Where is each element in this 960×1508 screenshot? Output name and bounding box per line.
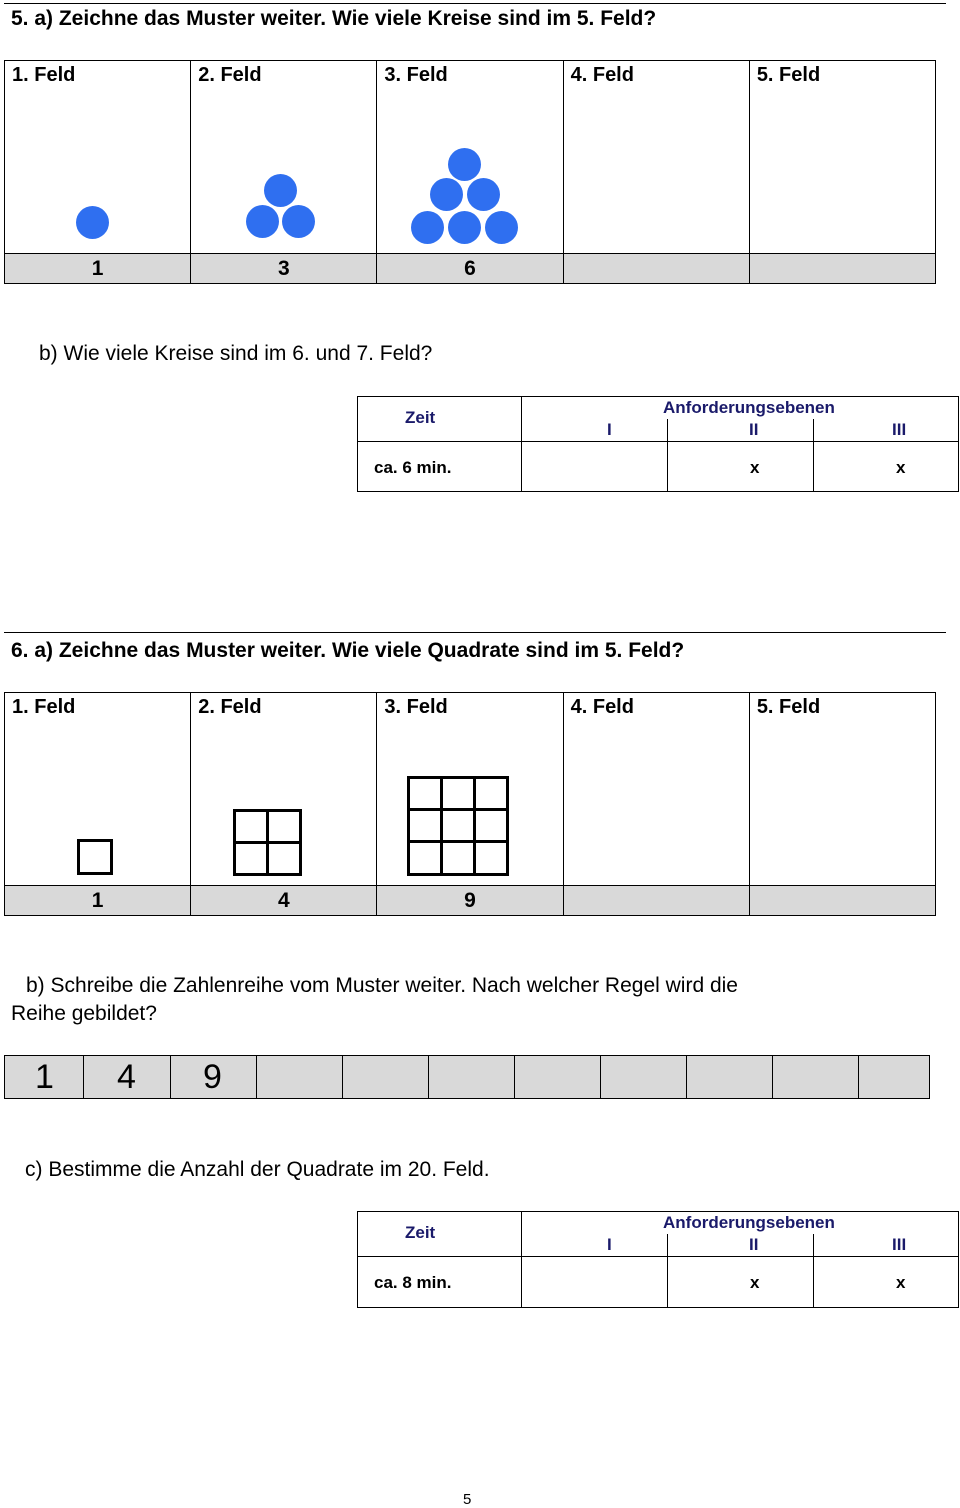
square-shape [442, 842, 475, 875]
field-label: 5. Feld [756, 696, 821, 718]
circle-shape [448, 211, 481, 244]
task6-question-b-line1: b) Schreibe die Zahlenreihe vom Muster weiter. Nach welcher Regel wird die [26, 974, 738, 997]
task5-field-2 [190, 61, 376, 254]
circle-shape [411, 211, 444, 244]
top-rule [4, 3, 946, 4]
circle-shape [246, 205, 279, 238]
count-cell: 1 [91, 257, 104, 280]
task6-count-row [5, 885, 935, 915]
task5-question-b: b) Wie viele Kreise sind im 6. und 7. Feld? [39, 342, 433, 365]
task6-field-5 [749, 693, 935, 886]
field-label: 1. Feld [12, 64, 76, 86]
field-label: 1. Feld [12, 696, 76, 718]
task6-field-2 [190, 693, 376, 886]
task5-field-1 [5, 61, 190, 254]
mark-ii: x [750, 458, 760, 477]
task5-heading: 5. a) Zeichne das Muster weiter. Wie viele Kreise sind im 5. Feld? [11, 7, 657, 30]
count-cell [563, 254, 749, 283]
circle-shape [467, 178, 500, 211]
task6-question-c: c) Bestimme die Anzahl der Quadrate im 20. Feld. [25, 1158, 490, 1181]
requirements-table-1 [357, 396, 959, 492]
task6-field-table [4, 692, 936, 916]
sequence-cell: 9 [170, 1056, 256, 1098]
sequence-cell: 1 [35, 1058, 54, 1096]
task6-field-3 [376, 693, 562, 886]
task6-field-1 [5, 693, 190, 886]
level-iii: III [892, 420, 907, 439]
level-ii: II [749, 420, 759, 439]
mark-iii: x [896, 458, 906, 477]
count-cell: 9 [376, 886, 562, 915]
zeit-label: Zeit [405, 408, 436, 427]
sequence-row [4, 1055, 930, 1099]
level-ii: II [749, 1235, 759, 1254]
task5-field-5 [749, 61, 935, 254]
page-number: 5 [463, 1491, 472, 1508]
square-shape [442, 810, 475, 842]
task6-field-4 [563, 693, 749, 886]
levels-label: Anforderungsebenen [663, 398, 835, 417]
square-shape [475, 778, 508, 810]
circle-shape [264, 174, 297, 207]
circle-shape [485, 211, 518, 244]
circle-shape [430, 178, 463, 211]
requirements-table-2 [357, 1211, 959, 1308]
square-shape [475, 842, 508, 875]
field-label: 5. Feld [756, 64, 821, 86]
field-label: 4. Feld [570, 64, 634, 86]
circle-shape [282, 205, 315, 238]
mark-iii: x [896, 1273, 906, 1292]
count-cell [749, 254, 935, 283]
zeit-label: Zeit [405, 1223, 436, 1242]
square-pattern-1 [77, 839, 113, 875]
field-label: 3. Feld [384, 64, 448, 86]
circle-shape [448, 148, 481, 181]
square-shape [235, 811, 268, 843]
count-cell: 3 [190, 254, 376, 283]
field-label: 2. Feld [198, 64, 262, 86]
task5-count-row [5, 253, 935, 283]
count-cell: 6 [376, 254, 562, 283]
square-shape [235, 843, 268, 875]
task5-field-3 [376, 61, 562, 254]
section-rule [4, 632, 946, 633]
square-shape [442, 778, 475, 810]
square-shape [409, 810, 442, 842]
sequence-cell [342, 1056, 428, 1098]
task5-field-4 [563, 61, 749, 254]
levels-label: Anforderungsebenen [663, 1213, 835, 1232]
square-pattern-4 [233, 809, 303, 877]
square-shape [268, 811, 301, 843]
sequence-cell [686, 1056, 772, 1098]
mark-ii: x [750, 1273, 760, 1292]
sequence-cell [600, 1056, 686, 1098]
task6-heading: 6. a) Zeichne das Muster weiter. Wie viele Quadrate sind im 5. Feld? [11, 639, 685, 662]
time-value: ca. 6 min. [374, 458, 452, 477]
circle-shape [76, 206, 109, 239]
square-shape [409, 842, 442, 875]
task6-question-b-line2: Reihe gebildet? [11, 1002, 157, 1025]
level-i: I [607, 1235, 612, 1254]
sequence-cell [428, 1056, 514, 1098]
square-shape [79, 841, 112, 874]
level-i: I [607, 420, 612, 439]
square-shape [409, 778, 442, 810]
count-cell: 4 [190, 886, 376, 915]
sequence-cell [858, 1056, 929, 1098]
sequence-cell: 4 [83, 1056, 170, 1098]
count-cell [563, 886, 749, 915]
sequence-cell [256, 1056, 342, 1098]
square-shape [475, 810, 508, 842]
count-cell [749, 886, 935, 915]
count-cell: 1 [91, 889, 104, 912]
field-label: 3. Feld [384, 696, 448, 718]
field-label: 4. Feld [570, 696, 634, 718]
sequence-cell [514, 1056, 600, 1098]
square-pattern-9 [407, 776, 511, 877]
task5-field-table [4, 60, 936, 284]
time-value: ca. 8 min. [374, 1273, 452, 1292]
field-label: 2. Feld [198, 696, 262, 718]
square-shape [268, 843, 301, 875]
sequence-cell [772, 1056, 858, 1098]
level-iii: III [892, 1235, 907, 1254]
